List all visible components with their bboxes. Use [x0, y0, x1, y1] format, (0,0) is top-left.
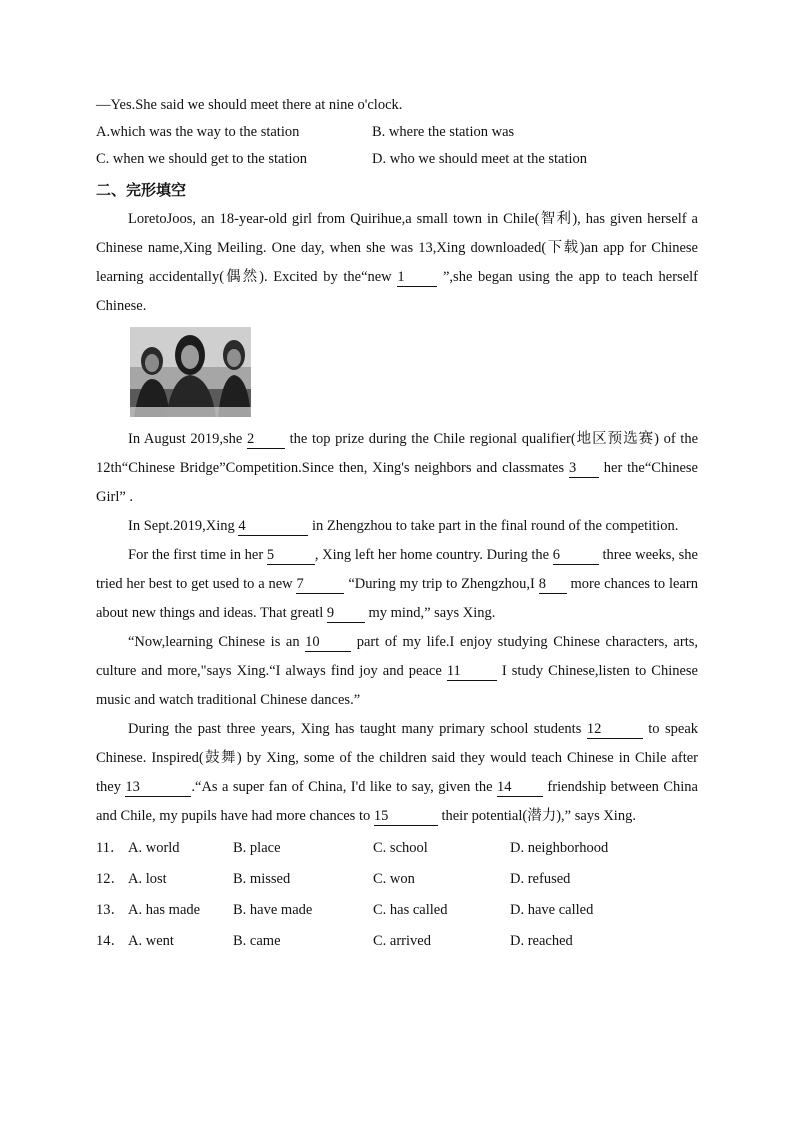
blank-2: 2 — [247, 430, 285, 449]
question-number: 14． — [96, 933, 125, 949]
option-b: B. place — [233, 840, 281, 856]
blank-3: 3 — [569, 459, 599, 478]
prev-options-row-1 — [96, 119, 698, 146]
option-d: D. reached — [510, 933, 573, 949]
blank-12: 12 — [587, 720, 643, 739]
option-b: B. came — [233, 933, 281, 949]
blank-11: 11 — [447, 662, 497, 681]
option-c: C. has called — [373, 902, 448, 918]
blank-15: 15 — [374, 807, 438, 826]
blank-4: 4 — [238, 517, 308, 536]
question-row — [96, 833, 698, 864]
section-title: 二、完形填空 — [96, 181, 187, 199]
option-c: C. arrived — [373, 933, 431, 949]
blank-6: 6 — [553, 546, 599, 565]
option-c: C. school — [373, 840, 428, 856]
blank-10: 10 — [305, 633, 351, 652]
prev-option-b: B. where the station was — [372, 124, 515, 140]
blank-13: 13 — [125, 778, 191, 797]
option-a: A. has made — [128, 902, 201, 918]
prev-option-c: C. when we should get to the station — [96, 151, 308, 167]
prev-option-d: D. who we should meet at the station — [372, 151, 588, 167]
option-d: D. refused — [510, 871, 571, 887]
passage-paragraph-5: “Now,learning Chinese is an 10 part of my life.I enjoy studying Chinese characters, arts, culture and more,"says Xing.“I always find joy and peace 11 I study Chinese,listen to Chinese music and watch traditional Chinese dances.” — [96, 634, 698, 708]
blank-8: 8 — [539, 575, 567, 594]
passage-paragraph-6: During the past three years, Xing has taught many primary school students 12 to speak Chinese. Inspired(鼓舞) by Xing, some of the children said they would teach Chinese in Chile after they 13 .“As a super fan of China, I'd like to say, given the 14 friendship between China and Chile, my pupils have had more chances to 15 their potential(潜力),” says Xing. — [96, 721, 699, 824]
question-number: 13． — [96, 902, 125, 918]
passage-paragraph-2: In August 2019,she 2 the top prize during the Chile regional qualifier(地区预选赛) of the 12th“Chinese Bridge”Competition.Since then, Xing's neighbors and classmates 3 her the“Chinese Girl” . — [96, 431, 699, 505]
blank-14: 14 — [497, 778, 543, 797]
option-d: D. neighborhood — [510, 840, 609, 856]
option-b: B. have made — [233, 902, 313, 918]
option-c: C. won — [373, 871, 415, 887]
question-row — [96, 895, 698, 926]
blank-5: 5 — [267, 546, 315, 565]
question-number: 12． — [96, 871, 125, 887]
girls-photo — [130, 327, 251, 417]
option-d: D. have called — [510, 902, 594, 918]
document-page — [96, 92, 698, 957]
prev-option-a: A.which was the way to the station — [96, 124, 300, 140]
option-a: A. world — [128, 840, 180, 856]
question-number: 11． — [96, 840, 125, 856]
passage-paragraph-3: In Sept.2019,Xing 4 in Zhengzhou to take part in the final round of the competition. — [128, 518, 679, 534]
question-row — [96, 926, 698, 957]
passage-paragraph-1: LoretoJoos, an 18-year-old girl from Quirihue,a small town in Chile(智利), has given herself a Chinese name,Xing Meiling. One day, when she was 13,Xing downloaded(下载)an app for Chinese learning accidentally(偶然). Excited by the“new 1 ”,she began using the app to teach herself Chinese. — [96, 211, 698, 314]
passage-paragraph-4: For the first time in her 5 , Xing left her home country. During the 6 three weeks, she tried her best to get used to a new 7 “During my trip to Zhengzhou,I 8 more chances to learn about new things and ideas. That greatl 9 my mind,” says Xing. — [96, 547, 698, 621]
blank-7: 7 — [296, 575, 344, 594]
prev-answer-line: —Yes.She said we should meet there at nine o'clock. — [96, 97, 403, 113]
prev-options-row-2 — [96, 146, 698, 173]
option-a: A. went — [128, 933, 174, 949]
blank-1: 1 — [397, 268, 437, 287]
option-a: A. lost — [128, 871, 167, 887]
blank-9: 9 — [327, 604, 365, 623]
option-b: B. missed — [233, 871, 291, 887]
question-row — [96, 864, 698, 895]
